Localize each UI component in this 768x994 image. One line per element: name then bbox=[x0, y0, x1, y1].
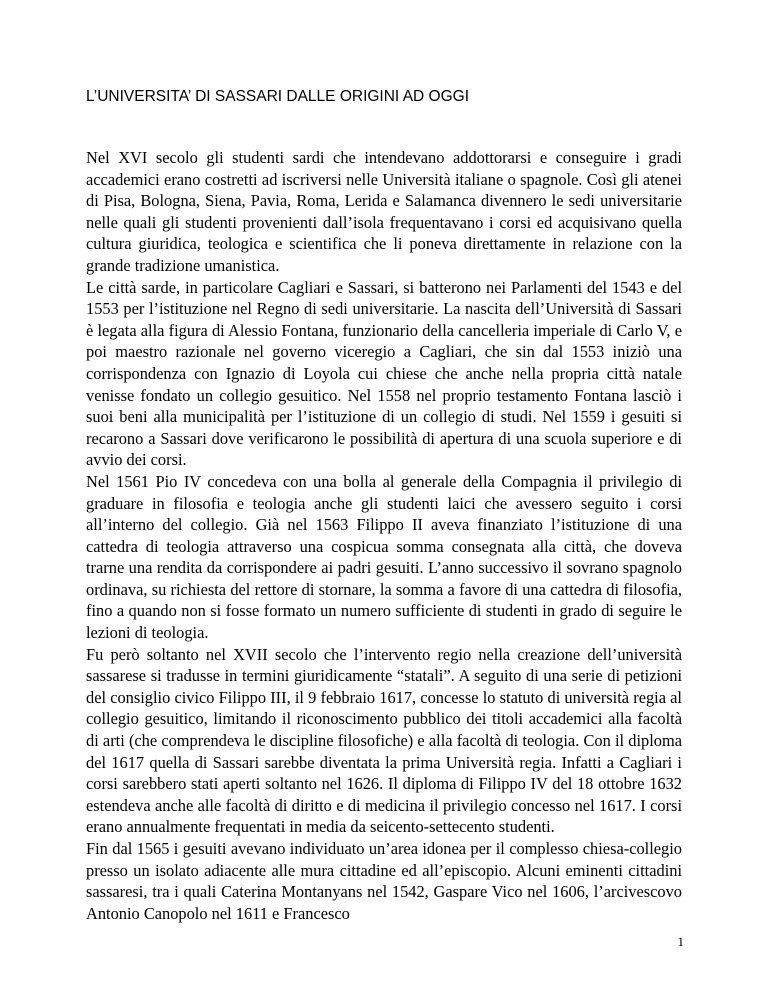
paragraph: Fin dal 1565 i gesuiti avevano individuato un’area idonea per il complesso chiesa-collegio presso un isolato adiacente alle mura cittadine ed all’episcopio. Alcuni eminenti cittadini sassaresi, tra i quali Caterina Montanyans nel 1542, Gaspare Vico nel 1606, l’arcivescovo Antonio Canopolo nel 1611 e Francesco bbox=[86, 839, 682, 923]
paragraph: Nel XVI secolo gli studenti sardi che intendevano addottorarsi e conseguire i gradi accademici erano costretti ad iscriversi nelle Università italiane o spagnole. Così gli atenei di Pisa, Bologna, Siena, Pavia, Roma, Lerida e Salamanca divennero le sedi universitarie nelle quali gli studenti provenienti dall’isola frequentavano i corsi ed acquisivano quella cultura giuridica, teologica e scientifica che li poneva direttamente in relazione con la grande tradizione umanistica. bbox=[86, 148, 682, 275]
page-number: 1 bbox=[677, 934, 684, 949]
paragraph: Nel 1561 Pio IV concedeva con una bolla al generale della Compagnia il privilegio di graduare in filosofia e teologia anche gli studenti laici che avessero seguito i corsi all’interno del collegio. Già nel 1563 Filippo II aveva finanziato l’istituzione di una cattedra di teologia attraverso una cospicua somma consegnata alla città, che doveva trarne una rendita da corrispondere ai padri gesuiti. L’anno successivo il sovrano spagnolo ordinava, su richiesta del rettore di stornare, la somma a favore di una cattedra di filosofia, fino a quando non si fosse formato un numero sufficiente di studenti in grado di seguire le lezioni di teologia. bbox=[86, 471, 682, 643]
paragraph: Le città sarde, in particolare Cagliari e Sassari, si batterono nei Parlamenti del 1543 e del 1553 per l’istituzione nel Regno di sedi universitarie. La nascita dell’Università di Sassari è legata alla figura di Alessio Fontana, funzionario della cancelleria imperiale di Carlo V, e poi maestro razionale nel governo viceregio a Cagliari, che sin dal 1553 iniziò una corrispondenza con Ignazio di Loyola cui chiese che anche nella propria città natale venisse fondato un collegio gesuitico. Nel 1558 nel proprio testamento Fontana lasciò i suoi beni alla municipalità per l’istituzione di un collegio di studi. Nel 1559 i gesuiti si recarono a Sassari dove verificarono le possibilità di apertura di una scuola superiore e di avvio dei corsi. bbox=[86, 277, 682, 470]
document-body bbox=[86, 147, 682, 924]
document-title: L’UNIVERSITA’ DI SASSARI DALLE ORIGINI AD OGGI bbox=[86, 88, 470, 105]
paragraph: Fu però soltanto nel XVII secolo che l’intervento regio nella creazione dell’università sassarese si tradusse in termini giuridicamente “statali”. A seguito di una serie di petizioni del consiglio civico Filippo III, il 9 febbraio 1617, concesse lo statuto di università regia al collegio gesuitico, limitando il riconoscimento pubblico dei titoli accademici alla facoltà di arti (che comprendeva le discipline filosofiche) e alla facoltà di teologia. Con il diploma del 1617 quella di Sassari sarebbe diventata la prima Università regia. Infatti a Cagliari i corsi sarebbero stati aperti soltanto nel 1626. Il diploma di Filippo IV del 18 ottobre 1632 estendeva anche alle facoltà di diritto e di medicina il privilegio concesso nel 1617. I corsi erano annualmente frequentati in media da seicento-settecento studenti. bbox=[86, 644, 682, 837]
